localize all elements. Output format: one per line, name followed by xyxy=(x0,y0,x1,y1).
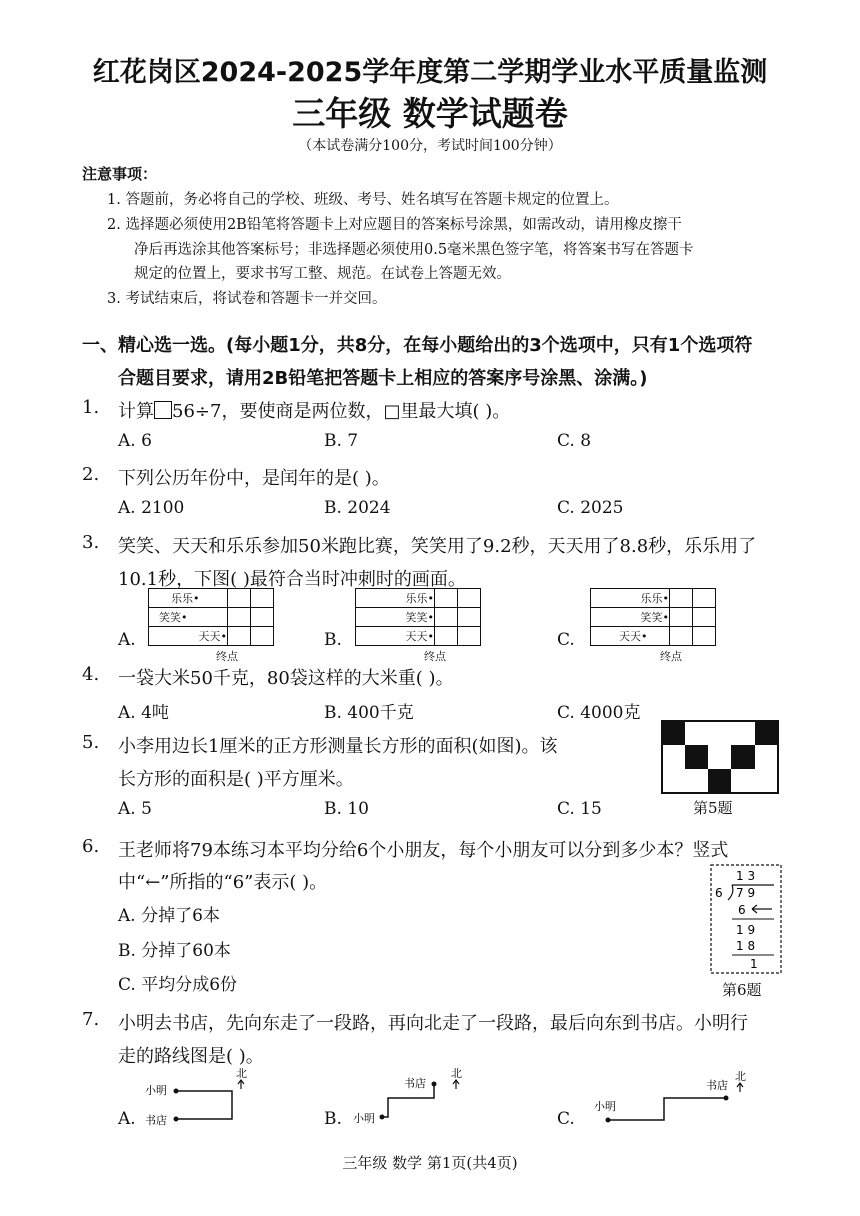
q1-number: 1. xyxy=(82,397,100,418)
q7-stem-line2: 走的路线图是( )。 xyxy=(118,1046,264,1067)
page-footer: 三年级 数学 第1页(共4页) xyxy=(342,1154,518,1172)
q7c-xiaoming-label: 小明 xyxy=(594,1100,616,1113)
q6-subtract-18: 1 8 xyxy=(736,939,756,953)
q6-subtract-6: 6 xyxy=(738,903,746,917)
q7-number: 7. xyxy=(82,1009,100,1030)
notice-item-3: 3. 考试结束后，将试卷和答题卡一并交回。 xyxy=(107,291,387,307)
q7-figure-b xyxy=(350,1064,480,1134)
q5-caption: 第5题 xyxy=(693,799,733,817)
q3c-name-tiantian: 天天 xyxy=(619,630,641,643)
q3c-name-lele: 乐乐 xyxy=(640,592,663,605)
q6-arrow-icon xyxy=(752,905,772,913)
q1-option-c: C. 8 xyxy=(557,431,592,451)
q7-option-a: A. xyxy=(118,1109,136,1129)
q7-option-c: C. xyxy=(557,1109,575,1129)
q6-caption: 第6题 xyxy=(722,981,762,999)
q3-stem-line2: 10.1秒，下图( )最符合当时冲刺时的画面。 xyxy=(118,569,466,590)
q3-option-a: A. xyxy=(118,630,136,650)
q6-dividend: 7 9 xyxy=(736,886,756,900)
q5-number: 5. xyxy=(82,732,100,753)
q3-figure-c: 乐乐• 笑笑• 天天• xyxy=(590,588,716,646)
section-1-heading: 一、精心选一选。(每小题1分，共8分，在每小题给出的3个选项中，只有1个选项符 xyxy=(82,335,753,356)
q1-stem xyxy=(118,397,510,423)
q3-option-b: B. xyxy=(324,630,342,650)
q7a-shudian-label: 书店 xyxy=(145,1114,167,1127)
q4-option-c: C. 4000克 xyxy=(557,703,641,723)
q7c-north-arrow-icon xyxy=(737,1083,743,1092)
notice-item-2-cont: 净后再选涂其他答案标号；非选择题必须使用0.5毫米黑色签字笔，将答案书写在答题卡 xyxy=(134,242,694,258)
q3-number: 3. xyxy=(82,532,100,553)
q6-long-division-figure xyxy=(710,864,782,974)
q6-stem-line2: 中“←”所指的“6”表示( )。 xyxy=(118,872,328,893)
q6-option-c: C. 平均分成6份 xyxy=(118,975,238,995)
q3c-name-xiaoxiao: 笑笑 xyxy=(640,611,663,624)
q7-figure-c xyxy=(592,1064,762,1134)
q2-number: 2. xyxy=(82,464,100,485)
q3b-name-tiantian: 天天 xyxy=(405,630,428,643)
exam-note: （本试卷满分100分，考试时间100分钟） xyxy=(298,138,562,154)
q6-remainder-19: 1 9 xyxy=(736,923,756,937)
q7a-xiaoming-label: 小明 xyxy=(145,1084,167,1097)
q6-quotient: 1 3 xyxy=(736,869,756,883)
q3a-name-xiaoxiao: 笑笑 xyxy=(159,611,181,624)
notice-heading: 注意事项： xyxy=(82,165,158,183)
q5-figure xyxy=(661,720,779,794)
q2-stem: 下列公历年份中，是闰年的是( )。 xyxy=(118,468,390,489)
q3b-name-lele: 乐乐 xyxy=(405,592,428,605)
q4-option-a: A. 4吨 xyxy=(118,703,169,723)
q6-stem-line1: 王老师将79本练习本平均分给6个小朋友，每个小朋友可以分到多少本？竖式 xyxy=(118,840,729,861)
q6-remainder-1: 1 xyxy=(750,957,758,971)
q1-stem-post: 56÷7，要使商是两位数，□里最大填( )。 xyxy=(172,401,511,422)
q5-stem-line2: 长方形的面积是( )平方厘米。 xyxy=(118,769,354,790)
notice-item-1: 1. 答题前，务必将自己的学校、班级、考号、姓名填写在答题卡规定的位置上。 xyxy=(107,192,619,208)
q4-option-b: B. 400千克 xyxy=(324,703,414,723)
q7a-north-label: 北 xyxy=(236,1067,247,1080)
q7b-shudian-label: 书店 xyxy=(404,1077,426,1090)
section-1-heading-cont: 合题目要求，请用2B铅笔把答题卡上相应的答案序号涂黑、涂满。) xyxy=(118,368,648,389)
q4-stem: 一袋大米50千克，80袋这样的大米重( )。 xyxy=(118,668,454,689)
q3-figure-a: 乐乐• 笑笑• 天天• xyxy=(148,588,274,646)
q5-option-b: B. 10 xyxy=(324,799,369,819)
q7b-north-arrow-icon xyxy=(453,1080,459,1089)
exam-title: 红花岗区2024-2025学年度第二学期学业水平质量监测 xyxy=(92,57,768,88)
q6-number: 6. xyxy=(82,836,100,857)
q7-option-b: B. xyxy=(324,1109,342,1129)
exam-subject-title: 三年级 数学试题卷 xyxy=(292,94,568,133)
q1-stem-pre: 计算 xyxy=(118,401,154,422)
q6-option-a: A. 分掉了6本 xyxy=(118,906,220,926)
notice-item-2: 2. 选择题必须使用2B铅笔将答题卡上对应题目的答案标号涂黑，如需改动，请用橡皮擦干 xyxy=(107,217,682,233)
q2-option-b: B. 2024 xyxy=(324,498,391,518)
q7-figure-a xyxy=(140,1064,260,1134)
q3c-finish-label: 终点 xyxy=(660,650,682,663)
q1-option-b: B. 7 xyxy=(324,431,359,451)
q6-option-b: B. 分掉了60本 xyxy=(118,941,231,961)
q7c-north-label: 北 xyxy=(735,1070,746,1083)
notice-item-2-cont2: 规定的位置上，要求书写工整、规范。在试卷上答题无效。 xyxy=(134,266,511,282)
q7b-north-label: 北 xyxy=(451,1067,462,1080)
q3-stem-line1: 笑笑、天天和乐乐参加50米跑比赛，笑笑用了9.2秒，天天用了8.8秒，乐乐用了 xyxy=(118,536,757,557)
q3b-finish-label: 终点 xyxy=(424,650,446,663)
q1-blank-box xyxy=(154,401,172,419)
q3a-finish-label: 终点 xyxy=(216,650,238,663)
q7a-north-arrow-icon xyxy=(238,1080,244,1089)
q7-stem-line1: 小明去书店，先向东走了一段路，再向北走了一段路，最后向东到书店。小明行 xyxy=(118,1013,748,1034)
q3-figure-b: 乐乐• 笑笑• 天天• xyxy=(355,588,481,646)
q6-divisor: 6 xyxy=(715,886,723,900)
q3b-name-xiaoxiao: 笑笑 xyxy=(405,611,428,624)
q3a-name-lele: 乐乐 xyxy=(171,592,193,605)
q1-option-a: A. 6 xyxy=(118,431,152,451)
q7b-xiaoming-label: 小明 xyxy=(353,1112,375,1125)
q5-option-c: C. 15 xyxy=(557,799,602,819)
q2-option-c: C. 2025 xyxy=(557,498,624,518)
q5-stem-line1: 小李用边长1厘米的正方形测量长方形的面积(如图)。该 xyxy=(118,736,558,757)
q7c-shudian-label: 书店 xyxy=(706,1079,728,1092)
q5-option-a: A. 5 xyxy=(118,799,152,819)
q3-option-c: C. xyxy=(557,630,575,650)
q3a-name-tiantian: 天天 xyxy=(198,630,221,643)
q4-number: 4. xyxy=(82,664,100,685)
q2-option-a: A. 2100 xyxy=(118,498,185,518)
